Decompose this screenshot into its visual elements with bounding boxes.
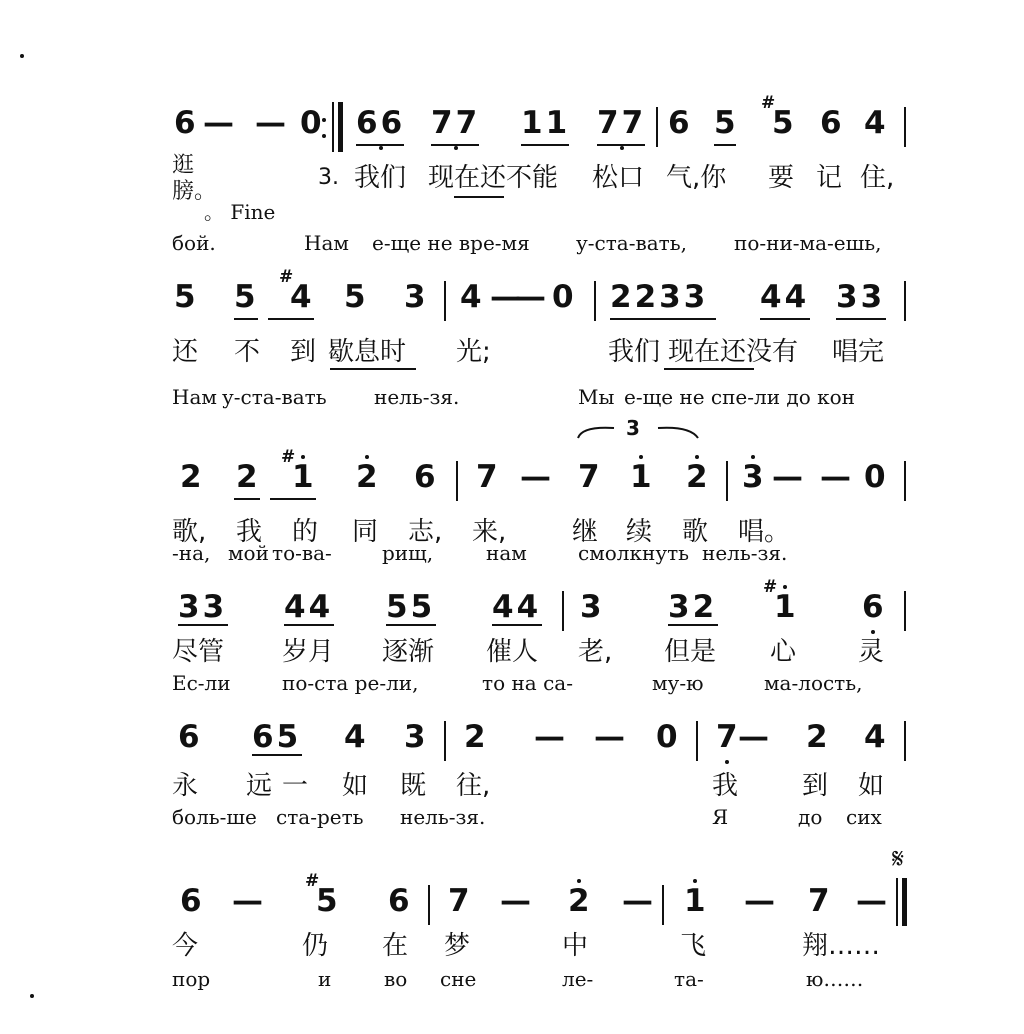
lyric-ru: нель-зя. (400, 805, 486, 829)
barline (562, 591, 564, 631)
barline (444, 721, 446, 761)
note-pair: 77 (431, 106, 480, 146)
note: 7 (808, 883, 830, 919)
lyric-cn: 续 (626, 517, 653, 547)
triplet-number: 3 (626, 416, 640, 440)
note-dash: — (520, 459, 551, 495)
note: 6 (178, 719, 200, 755)
barline (896, 878, 898, 926)
note: 5 (234, 279, 256, 315)
note-dash: — (203, 105, 234, 141)
note: 4 (864, 719, 886, 755)
lyric-ru: и (318, 967, 332, 991)
note: 6 (174, 105, 196, 141)
note-pair: 44 (492, 589, 542, 625)
score-line-6 (0, 842, 1024, 1034)
lyric-ru: сих (846, 805, 882, 829)
barline (904, 591, 906, 631)
eighth-underline (386, 624, 436, 626)
lyric-cn: 我 (712, 771, 739, 801)
barline (594, 281, 596, 321)
note-rest: 0 (300, 105, 322, 141)
note: 6 (862, 590, 884, 630)
barline (904, 721, 906, 761)
lyric-cn: 唱完 (832, 337, 885, 367)
lyric-cn: 不 (234, 337, 261, 367)
score-line-5 (0, 720, 1024, 870)
lyric-cn: 如 (858, 771, 885, 801)
note-dash: — (515, 279, 546, 315)
lyric-cn: 逛 (172, 153, 195, 178)
lyric-cn: 光; (456, 337, 491, 367)
lyric-cn: 到 (290, 337, 317, 367)
lyric-ru: до (798, 805, 823, 829)
lyric-ru: у-ста-вать (222, 385, 327, 409)
end-barline (902, 878, 912, 926)
note-dash: — (232, 883, 263, 919)
eighth-underline (492, 624, 542, 626)
lyric-ru: Ес-ли (172, 671, 231, 695)
lyric-cn: 住, (860, 163, 895, 193)
note: 1 (630, 460, 652, 500)
eighth-underline (760, 318, 810, 320)
scan-speck (30, 994, 34, 998)
lyric-cn: 老, (578, 637, 613, 667)
lyric-cn: 仍 (302, 931, 329, 961)
eighth-underline (234, 318, 258, 320)
note: 5 # (761, 93, 794, 141)
lyric-cn: 我 (236, 517, 263, 547)
lyric-cn: 到 (802, 771, 829, 801)
lyric-cn: 要 (768, 163, 795, 193)
lyric-ru: нам (486, 541, 527, 565)
lyric-cn: 我们 (354, 163, 407, 193)
note: 2 (180, 459, 202, 495)
lyric-cn: 心 (770, 637, 797, 667)
eighth-underline (597, 144, 645, 146)
lyric-ru: -на, (172, 541, 211, 565)
note: 2 (568, 884, 590, 924)
eighth-underline (284, 624, 334, 626)
sharp-sign: # (279, 267, 294, 287)
lyric-cn: 既 (400, 771, 427, 801)
note: 4 (460, 279, 482, 315)
lyric-ru: бой. (172, 231, 216, 255)
note-pair: 77 (597, 106, 646, 146)
note-dash: — (772, 459, 803, 495)
note: 2 (464, 719, 486, 755)
barline (904, 107, 906, 147)
score-line-2 (0, 267, 1024, 430)
score-line-4 (0, 577, 1024, 740)
barline (696, 721, 698, 761)
note: 4 # (279, 267, 312, 315)
note: 6 (388, 883, 410, 919)
note-pair: 33 (836, 279, 886, 315)
lyric-ru: во (384, 967, 408, 991)
barline (904, 461, 906, 501)
eighth-underline (356, 144, 404, 146)
lyric-ru: у-ста-вать, (576, 231, 687, 255)
lyric-cn: 岁月 (282, 637, 335, 667)
note: 3 (580, 589, 602, 625)
note-pair: 55 (386, 589, 436, 625)
eighth-underline (610, 318, 716, 320)
lyric-ru: е-ще не спе-ли до кон (624, 385, 856, 409)
barline (726, 461, 728, 501)
note-rest: 0 (864, 459, 886, 495)
note: 2 (356, 460, 378, 500)
eighth-underline (252, 754, 302, 756)
note-pair: 66 (356, 106, 405, 146)
note: 6 (414, 459, 436, 495)
lyric-ru: по-ни-ма-ешь, (734, 231, 882, 255)
lyric-cn: 记 (816, 163, 843, 193)
note-dash: — (622, 883, 653, 919)
note: 7 (578, 459, 600, 495)
lyric-cn: 在 (382, 931, 409, 961)
slur-underline (664, 368, 754, 370)
lyric-cn: 但是 (664, 637, 717, 667)
lyric-cn: 歇息时 (328, 337, 407, 367)
lyric-cn: 中 (562, 931, 589, 961)
barline (662, 885, 664, 925)
note: 2 (686, 460, 708, 500)
note-rest: 0 (552, 279, 574, 315)
note: 5 (344, 279, 366, 315)
note: 1 (684, 884, 706, 924)
eighth-underline (668, 624, 718, 626)
eighth-underline (178, 624, 228, 626)
sharp-sign: # (305, 871, 320, 891)
lyric-cn: 灵 (858, 637, 885, 667)
note: 4 (864, 105, 886, 141)
note-dash: — (255, 105, 286, 141)
lyric-ru: пор (172, 967, 211, 991)
lyric-cn: 唱。 (738, 517, 791, 547)
repeat-dot (322, 118, 326, 122)
lyric-ru: сне (440, 967, 477, 991)
eighth-underline (836, 318, 886, 320)
note-pair: 33 (178, 589, 228, 625)
barline (656, 107, 658, 147)
note-rest: 0 (656, 719, 678, 755)
repeat-dot (322, 134, 326, 138)
lyric-ru: ле- (562, 967, 594, 991)
lyric-ru: то-ва- (272, 541, 332, 565)
scan-speck (20, 54, 24, 58)
fine-marker: 。 Fine (204, 200, 276, 224)
lyric-ru: та- (674, 967, 704, 991)
note: 4 (344, 719, 366, 755)
sharp-sign: # (763, 577, 778, 597)
note-pair: 44 (760, 279, 810, 315)
lyric-ru: нель-зя. (702, 541, 788, 565)
lyric-cn: 现在还没有 (668, 337, 799, 367)
lyric-cn: 气,你 (666, 163, 727, 193)
lyric-cn: 志, (408, 517, 443, 547)
barline (332, 102, 334, 152)
barline (444, 281, 446, 321)
note-group: 2233 (610, 279, 709, 315)
slur-underline (330, 368, 416, 370)
note-pair: 65 (252, 719, 302, 755)
note: 2 (806, 719, 828, 755)
lyric-cn: 歌 (682, 517, 709, 547)
note-dash: — (820, 459, 851, 495)
note-dash: — (856, 883, 887, 919)
lyric-cn: 一 (282, 771, 309, 801)
score-line-3 (0, 416, 1024, 610)
lyric-ru: боль-ше (172, 805, 257, 829)
lyric-ru: Нам (172, 385, 217, 409)
lyric-ru: смолкнуть (578, 541, 690, 565)
lyric-ru: му-ю (652, 671, 704, 695)
note-pair: 11 (521, 105, 571, 141)
lyric-ru: Нам (304, 231, 349, 255)
eighth-underline (521, 144, 569, 146)
lyric-cn: 继 (572, 517, 599, 547)
lyric-cn: 我们 (608, 337, 661, 367)
lyric-cn: 催人 (486, 637, 539, 667)
lyric-cn: 往, (456, 771, 491, 801)
note-pair: 44 (284, 589, 334, 625)
lyric-ru: рищ, (382, 541, 434, 565)
lyric-cn: 飞 (680, 931, 707, 961)
eighth-underline (714, 144, 736, 146)
lyric-cn: 今 (172, 931, 199, 961)
eighth-underline (268, 318, 314, 320)
note-dash: — (738, 719, 769, 755)
lyric-ru: ю…… (806, 967, 864, 991)
lyric-cn: 的 (292, 517, 319, 547)
lyric-cn: 还 (172, 337, 199, 367)
note: 6 (820, 105, 842, 141)
note-dash: — (500, 883, 531, 919)
lyric-cn: 远 (246, 771, 273, 801)
note: 3 (404, 279, 426, 315)
note: 3 (742, 460, 764, 500)
sharp-sign: # (281, 447, 296, 467)
slur-underline (454, 196, 504, 198)
note: 3 (404, 719, 426, 755)
note: 7 (476, 459, 498, 495)
note: 5 # (305, 871, 338, 919)
lyric-ru: мой (228, 541, 269, 565)
lyric-cn: 松口 (592, 163, 645, 193)
note: 1 # (774, 590, 796, 630)
verse-number: 3. (318, 165, 339, 190)
lyric-cn: 同 (352, 517, 379, 547)
note: 7 (448, 883, 470, 919)
lyric-ru: нель-зя. (374, 385, 460, 409)
lyric-cn: 膀。 (172, 179, 217, 204)
lyric-ru: то на са- (482, 671, 573, 695)
lyric-cn: 来, (472, 517, 507, 547)
repeat-start-barline (338, 102, 348, 152)
note-pair: 32 (668, 589, 718, 625)
lyric-cn: 永 (172, 771, 199, 801)
lyric-cn: 逐渐 (382, 637, 435, 667)
lyric-cn: 翔…… (802, 931, 881, 961)
eighth-underline (270, 498, 316, 500)
note-dash: — (490, 279, 521, 315)
segno-sign: 𝄋 (892, 842, 905, 875)
note: 6 (668, 105, 690, 141)
lyric-cn: 歌, (172, 517, 207, 547)
score-line-1 (0, 93, 1024, 256)
note-dash: — (594, 719, 625, 755)
note: 6 (180, 883, 202, 919)
note: 5 (714, 105, 736, 141)
note: 2 (236, 459, 258, 495)
lyric-cn: 梦 (444, 931, 471, 961)
note: 5 (174, 279, 196, 315)
sharp-sign: # (761, 93, 776, 113)
note: 1 # (292, 460, 314, 500)
lyric-ru: ма-лость, (764, 671, 863, 695)
lyric-ru: по-ста ре-ли, (282, 671, 419, 695)
barline (456, 461, 458, 501)
eighth-underline (431, 144, 479, 146)
lyric-ru: Я (712, 805, 729, 829)
note-dash: — (744, 883, 775, 919)
lyric-ru: е-ще не вре-мя (372, 231, 530, 255)
note: 7 (716, 720, 738, 760)
barline (904, 281, 906, 321)
lyric-cn: 现在还不能 (428, 163, 559, 193)
lyric-cn: 如 (342, 771, 369, 801)
lyric-ru: ста-реть (276, 805, 364, 829)
lyric-ru: Мы (578, 385, 615, 409)
barline (428, 885, 430, 925)
lyric-cn: 尽管 (172, 637, 225, 667)
eighth-underline (234, 498, 260, 500)
note-dash: — (534, 719, 565, 755)
